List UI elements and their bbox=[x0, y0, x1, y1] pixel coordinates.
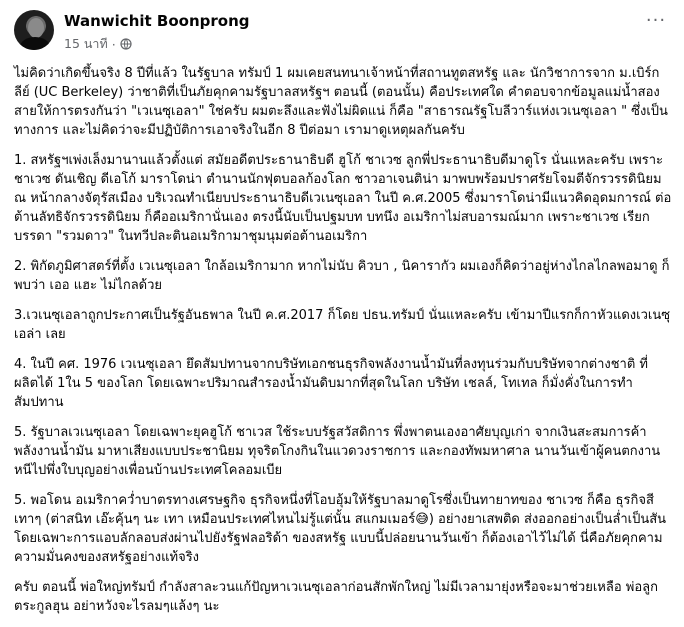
globe-icon[interactable] bbox=[120, 38, 132, 50]
post-time[interactable]: 15 นาที bbox=[64, 36, 108, 51]
avatar-face bbox=[28, 18, 44, 38]
post-paragraph-5b: 5. พอโดน อเมริกาคว่ำบาตรทางเศรษฐกิจ ธุรกิจหนึ่งที่โอบอุ้มให้รัฐบาลมาดูโรซึ่งเป็นทายาทของ ชาเวซ ก็คือ ธุรกิจสีเทาๆ (ต่าสนิท เอ๊ะคุ้นๆ นะ เทา เหมือนประเทศไหนไม่รู้แต่นั้น สแกมเมอร์😅) อย่างยาเสพติด ส่งออกอย่างเป็นล่ำเป็นสัน โดยเฉพาะการแอบลักลอบส่งผ่านไปยังรัฐฟลอริด้า ของสหรัฐ แบบนี้ปล่อยนานวันเข้า ก็ต้องเอาไว้ไม่ได้ นี่คือภัยคุกคามความมั่นคงของสหรัฐอย่างแท้จริง bbox=[14, 493, 667, 565]
more-options-button[interactable]: ··· bbox=[645, 10, 667, 31]
avatar[interactable] bbox=[14, 10, 54, 50]
post-meta bbox=[64, 34, 132, 54]
post-paragraph-1: 1. สหรัฐฯเพ่งเล็งมานานแล้วตั้งแต่ สมัยอดีตประธานาธิบดี ฮูโก้ ชาเวซ ลูกพี่ประธานาธิบดีมาดูโร นั่นแหละครับ เพราะชาเวซ ดันเชิญ ดีเอโก้ มาราโดน่า ตำนานนักฟุตบอลก้องโลก ชาวอาเจนติน่า มาพบพร้อมปราศรัยโจมตีจักรวรรดินิยม ณ หน้ากลางจัตุรัสเมือง บริเวณทำเนียบประธานาธิบดีเวเนซุเอลา ในปี ค.ศ.2005 ซึ่งมาราโดน่ามีแนวคิดอุดมการณ์ ต่อต้านลัทธิจักรวรรดินิยม ก็คืออเมริกานั่นเอง ตรงนี้นับเป็นปฐมบท บทนึง อเมริกาไม่สบอารมณ์มาก เพราะชาเวซ เรียกบรรดา "รวมดาว" ในทวีปละตินอเมริกามาชุมนุมต่อต้านอเมริกา bbox=[14, 153, 672, 244]
author-name[interactable]: Wanwichit Boonprong bbox=[64, 12, 250, 30]
post-paragraph-5a: 5. รัฐบาลเวเนซุเอลา โดยเฉพาะยุคฮูโก้ ชาเวส ใช้ระบบรัฐสวัสดิการ พึ่งพาตนเองอาศัยบุญเก่า จากเงินสะสมการค้าพลังงานน้ำมัน มาหาเสียงแบบประชานิยม ทุจริตโกงกินในแวดวงราชการ และกองทัพมหาศาล นานวันเข้าผู้คนตกงาน หนีไปพึ่งใบบุญอย่างเพื่อนบ้านประเทศโคลอมเบีย bbox=[14, 425, 661, 478]
post-paragraph-2: 2. พิกัดภูมิศาสตร์ที่ตั้ง เวเนซุเอลา ใกล้อเมริกามาก หากไม่นับ คิวบา , นิคารากัว ผมเองก็คิดว่าอยู่ห่างไกลไกลพอมาดู ก็พบว่า เออ แฮะ ไม่ไกลด้วย bbox=[14, 259, 670, 293]
post-paragraph-closing: ครับ ตอนนี้ พ่อใหญ่ทรัมป์ กำลังสาละวนแก้ปัญหาเวเนซุเอลาก่อนสักพักใหญ่ ไม่มีเวลามายุ่งหรือจะมาช่วยเหลือ พ่อลูกตระกูลฮุน อย่าหวังจะไรลมๆแล้งๆ นะ bbox=[14, 580, 658, 614]
post-header bbox=[14, 10, 674, 54]
post-paragraph-3: 3.เวเนซุเอลาถูกประกาศเป็นรัฐอันธพาล ในปี ค.ศ.2017 ก็โดย ปธน.ทรัมป์ นั่นแหละครับ เข้ามาปีแรกก็กาหัวแดงเวเนซุเอล่า เลย bbox=[14, 308, 671, 342]
post-body bbox=[14, 64, 672, 627]
post-paragraph-4: 4. ในปี คศ. 1976 เวเนซุเอลา ยึดสัมปทานจากบริษัทเอกชนธุรกิจพลังงานน้ำมันที่ลงทุนร่วมกับบริษัทจากต่างชาติ ที่ผลิตได้ 1ใน 5 ของโลก โดยเฉพาะปริมาณสำรองน้ำมันดิบมากที่สุดในโลก บริษัท เชลล์, โทเทล ก็มั่งคั่งในการทำสัมปทาน bbox=[14, 357, 648, 410]
meta-separator: · bbox=[111, 36, 116, 52]
avatar-shoulders bbox=[20, 37, 50, 50]
post-paragraph-intro: ไม่คิดว่าเกิดขึ้นจริง 8 ปีที่แล้ว ในรัฐบาล ทรัมป์ 1 ผมเคยสนทนาเจ้าหน้าที่สถานทูตสหรัฐ และ นักวิชาการจาก ม.เบิร์กลีย์ (UC Berkeley) ว่าชาติที่เป็นภัยคุกคามรัฐบาลสหรัฐฯ ตอนนี้ (ตอนนั้น) คือประเทศใด คำตอบจากข้อมูลแม่น้ำสองสายให้การตรงกันว่า "เวเนซุเอลา" ใช่ครับ ผมตะลึงและฟังไม่ผิดแน่ ก็คือ "สาธารณรัฐโบลีวาร์แห่งเวเนซุเอลา " ซึ่งเป็นทางการ และไม่คิดว่าจะมีปฏิบัติการเอาจริงในอีก 8 ปีต่อมา เรามาดูเหตุผลกันครับ bbox=[14, 66, 668, 138]
